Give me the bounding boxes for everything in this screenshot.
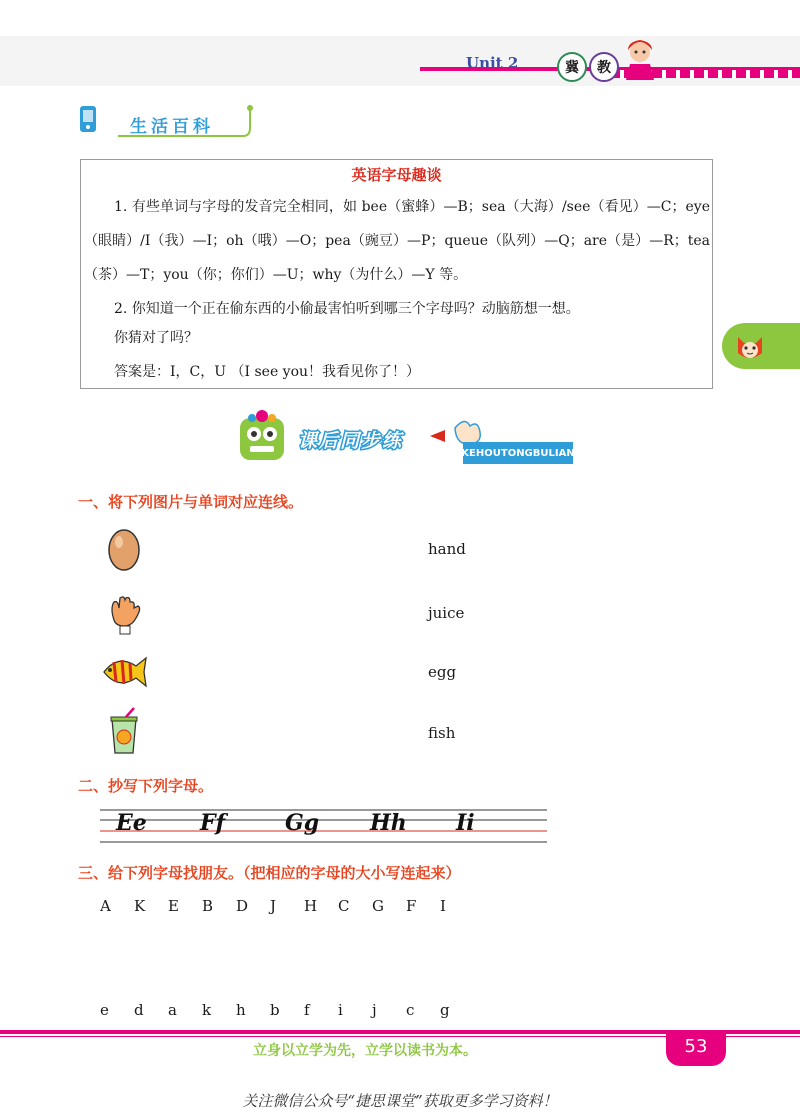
uppercase-letters [100, 897, 474, 915]
lowercase-letter[interactable]: b [270, 1001, 280, 1019]
fox-face-icon [734, 331, 766, 363]
info-answer: 答案是：I，C，U （I see you！我看见你了！） [114, 364, 421, 380]
lowercase-letter[interactable]: d [134, 1001, 144, 1019]
footer-motto: 立身以立学为先，立学以读书为本。 [253, 1043, 477, 1059]
juice-picture[interactable] [100, 707, 148, 755]
uppercase-letter[interactable]: F [406, 897, 417, 915]
lowercase-letter[interactable]: c [406, 1001, 415, 1019]
publisher-badge-jiao: 教 [589, 52, 619, 82]
info-question: 你猜对了吗？ [114, 330, 198, 346]
lowercase-letter[interactable]: e [100, 1001, 109, 1019]
uppercase-letter[interactable]: H [304, 897, 318, 915]
hand-picture[interactable] [100, 590, 148, 638]
handwriting-letter-f: Ff [200, 810, 226, 836]
uppercase-letter[interactable]: J [270, 897, 277, 915]
exercise-1-heading: 一、将下列图片与单词对应连线。 [78, 493, 304, 511]
handwriting-letter-h: Hh [370, 810, 407, 836]
unit-label: Unit 2 [466, 54, 519, 72]
lowercase-letter[interactable]: i [338, 1001, 343, 1019]
word-fish[interactable]: fish [428, 724, 456, 742]
egg-picture[interactable] [100, 525, 148, 573]
info-paragraph-2: 2. 你知道一个正在偷东西的小偷最害怕听到哪三个字母吗？动脑筋想一想。 [114, 301, 580, 317]
handwriting-letter-g: Gg [285, 810, 320, 836]
uppercase-letter[interactable]: E [168, 897, 179, 915]
uppercase-letter[interactable]: I [440, 897, 446, 915]
page-number: 53 [684, 1036, 708, 1057]
uppercase-letter[interactable]: C [338, 897, 350, 915]
exercise-2-heading: 二、抄写下列字母。 [78, 777, 214, 795]
handwriting-letter-e: Ee [116, 810, 147, 836]
lowercase-letter[interactable]: h [236, 1001, 246, 1019]
exercise-3-heading: 三、给下列字母找朋友。（把相应的字母的大小写连起来） [78, 864, 461, 882]
handwriting-letter-i: Ii [456, 810, 475, 836]
uppercase-letter[interactable]: G [372, 897, 384, 915]
info-box-title: 英语字母趣谈 [351, 166, 442, 184]
life-encyclopedia-title: 生活百科 [130, 117, 214, 137]
lowercase-letters [100, 1001, 474, 1019]
lowercase-letter[interactable]: g [440, 1001, 450, 1019]
practice-title: 课后同步练 [298, 430, 404, 452]
word-egg[interactable]: egg [428, 663, 457, 681]
uppercase-letter[interactable]: A [100, 897, 111, 915]
uppercase-letter[interactable]: D [236, 897, 249, 915]
lowercase-letter[interactable]: j [372, 1001, 377, 1019]
info-paragraph-1: 1. 有些单词与字母的发音完全相同，如 bee（蜜蜂）—B；sea（大海）/see（看见）—C；eye（眼睛）/I（我）—I；oh（哦）—O；pea（豌豆）—P；queue（队列）—Q；are（是）—R；tea（茶）—T；you（你；你们）—U；why（为什么）—Y 等。 [84, 199, 710, 283]
lowercase-letter[interactable]: a [168, 1001, 177, 1019]
publisher-badge-ji: 冀 [557, 52, 587, 82]
watermark-text: 关注微信公众号“捷思课堂”获取更多学习资料！ [242, 1092, 558, 1110]
uppercase-letter[interactable]: B [202, 897, 214, 915]
handwriting-lines [100, 806, 547, 846]
uppercase-letter[interactable]: K [134, 897, 146, 915]
header-band [0, 36, 800, 86]
fish-picture[interactable] [100, 648, 148, 696]
word-juice[interactable]: juice [428, 604, 465, 622]
practice-pinyin-tag: KEHOUTONGBULIAN [463, 442, 573, 464]
word-hand[interactable]: hand [428, 540, 466, 558]
lowercase-letter[interactable]: k [202, 1001, 212, 1019]
mascot-girl-icon [622, 38, 658, 82]
lowercase-letter[interactable]: f [304, 1001, 310, 1019]
